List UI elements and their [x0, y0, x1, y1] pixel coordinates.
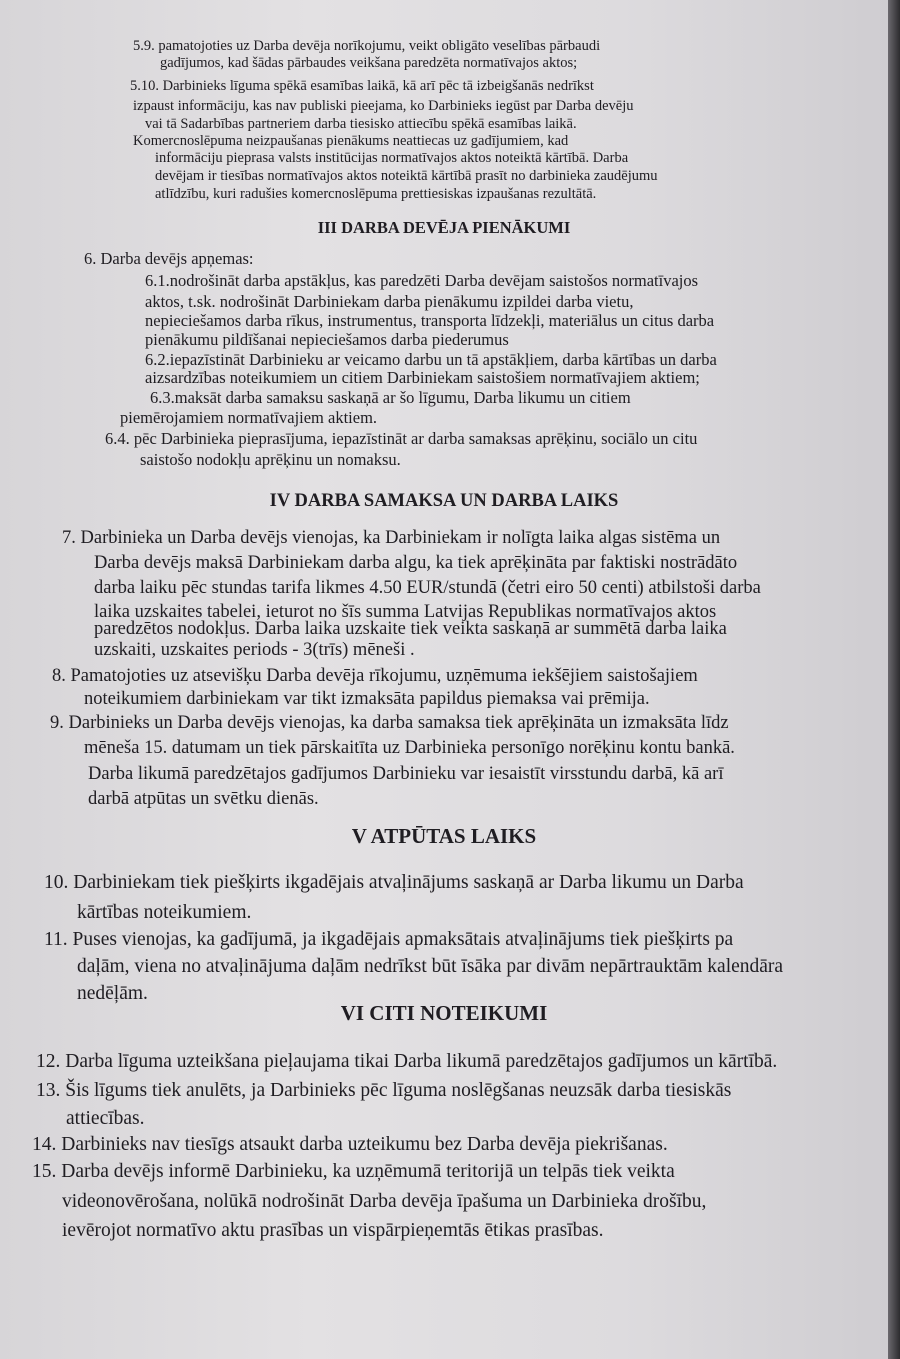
- clause-13-line-1: 13. Šis līgums tiek anulēts, ja Darbinieks pēc līguma noslēgšanas neuzsāk darba tiesiskās: [36, 1080, 732, 1101]
- clause-6-3-line-1: 6.3.maksāt darba samaksu saskaņā ar šo līgumu, Darba likumu un citiem: [150, 388, 631, 407]
- clause-9-line-1: 9. Darbinieks un Darba devējs vienojas, ka darba samaksa tiek aprēķināta un izmaksāta līdz: [50, 713, 729, 733]
- clause-6-4-line-1: 6.4. pēc Darbinieka pieprasījuma, iepazīstināt ar darba samaksas aprēķinu, sociālo un citu: [105, 429, 698, 448]
- clause-15-line-3: ievērojot normatīvo aktu prasības un vispārpieņemtās ētikas prasības.: [62, 1220, 604, 1241]
- section-3-title: III DARBA DEVĒJA PIENĀKUMI: [317, 218, 571, 237]
- clause-9-line-2: mēneša 15. datumam un tiek pārskaitīta uz Darbinieka personīgo norēķinu kontu bankā.: [84, 738, 735, 758]
- clause-7-line-6: uzskaiti, uzskaites periods - 3(trīs) mēneši .: [94, 640, 415, 660]
- clause-6-intro: 6. Darba devējs apņemas:: [84, 249, 254, 268]
- clause-5-10-line-2: izpaust informāciju, kas nav publiski pieejama, ko Darbinieks iegūst par Darba devēju: [133, 98, 634, 114]
- clause-6-1-line-4: pienākumu pildīšanai nepieciešamos darba piederumus: [145, 330, 509, 349]
- clause-6-3-line-2: piemērojamiem normatīvajiem aktiem.: [120, 408, 378, 427]
- clause-5-10-line-4: Komercnoslēpuma neizpaušanas pienākums neattiecas uz gadījumiem, kad: [133, 133, 569, 149]
- clause-10-line-1: 10. Darbiniekam tiek piešķirts ikgadējais atvaļinājums saskaņā ar Darba likumu un Darba: [44, 872, 744, 893]
- clause-6-1-line-2: aktos, t.sk. nodrošināt Darbiniekam darba pienākumu izpildei darba vietu,: [145, 292, 634, 311]
- clause-5-9-line-1: 5.9. pamatojoties uz Darba devēja norīkojumu, veikt obligāto veselības pārbaudi: [133, 38, 601, 54]
- clause-12-line-1: 12. Darba līguma uzteikšana pieļaujama tikai Darba likumā paredzētajos gadījumos un kārtībā.: [36, 1051, 778, 1072]
- clause-6-2-line-2: aizsardzības noteikumiem un citiem Darbiniekam saistošiem normatīvajiem aktiem;: [145, 368, 700, 387]
- clause-8-line-1: 8. Pamatojoties uz atsevišķu Darba devēja rīkojumu, uzņēmuma iekšējiem saistošajiem: [52, 666, 698, 686]
- clause-5-10-line-5: informāciju pieprasa valsts institūcijas normatīvajos aktos noteiktā kārtībā. Darba: [155, 150, 629, 166]
- clause-6-2-line-1: 6.2.iepazīstināt Darbinieku ar veicamo darbu un tā apstākļiem, darba kārtības un darba: [145, 350, 717, 369]
- clause-5-9-line-2: gadījumos, kad šādas pārbaudes veikšana paredzēta normatīvajos aktos;: [160, 55, 578, 71]
- clause-5-10-line-6: devējam ir tiesības normatīvajos aktos noteiktā kārtībā prasīt no darbinieka zaudējumu: [155, 168, 658, 184]
- clause-11-line-1: 11. Puses vienojas, ka gadījumā, ja ikgadējais apmaksātais atvaļinājums tiek piešķirts pa: [44, 929, 734, 950]
- clause-15-line-1: 15. Darba devējs informē Darbinieku, ka uzņēmumā teritorijā un telpās tiek veikta: [32, 1161, 675, 1182]
- clause-7-line-1: 7. Darbinieka un Darba devējs vienojas, ka Darbiniekam ir nolīgta laika algas sistēma un: [62, 528, 721, 548]
- section-4-title: IV DARBA SAMAKSA UN DARBA LAIKS: [269, 491, 619, 511]
- clause-6-1-line-3: nepieciešamos darba rīkus, instrumentus, transporta līdzekļi, materiālus un citus darba: [145, 311, 715, 330]
- clause-8-line-2: noteikumiem darbiniekam var tikt izmaksāta papildus piemaksa vai prēmija.: [84, 689, 650, 709]
- page-edge-shadow: [888, 0, 900, 1359]
- clause-7-line-2: Darba devējs maksā Darbiniekam darba algu, ka tiek aprēķināta par faktiski nostrādāto: [94, 553, 738, 573]
- clause-6-4-line-2: saistošo nodokļu aprēķinu un nomaksu.: [140, 450, 401, 469]
- clause-7-line-4: laika uzskaites tabelei, ieturot no šīs summa Latvijas Republikas normatīvajos aktos: [94, 602, 717, 622]
- clause-5-10-line-1: 5.10. Darbinieks līguma spēkā esamības laikā, kā arī pēc tā izbeigšanās nedrīkst: [130, 78, 594, 94]
- clause-15-line-2: videonovērošana, nolūkā nodrošināt Darba devēja īpašuma un Darbinieka drošību,: [62, 1191, 707, 1212]
- clause-11-line-2: daļām, viena no atvaļinājuma daļām nedrīkst būt īsāka par divām nepārtrauktām kalendāra: [77, 956, 784, 977]
- clause-10-line-2: kārtības noteikumiem.: [77, 902, 252, 923]
- clause-6-1-line-1: 6.1.nodrošināt darba apstākļus, kas paredzēti Darba devējam saistošos normatīvajos: [145, 271, 699, 290]
- clause-5-10-line-3: vai tā Sadarbības partneriem darba tiesisko attiecību spēkā esamības laikā.: [145, 116, 577, 132]
- section-6-title: VI CITI NOTEIKUMI: [340, 1001, 548, 1025]
- clause-11-line-3: nedēļām.: [77, 983, 148, 1004]
- clause-14-line-1: 14. Darbinieks nav tiesīgs atsaukt darba uzteikumu bez Darba devēja piekrišanas.: [32, 1134, 668, 1155]
- clause-9-line-4: darbā atpūtas un svētku dienās.: [88, 789, 319, 809]
- clause-7-line-3: darba laiku pēc stundas tarifa likmes 4.50 EUR/stundā (četri eiro 50 centi) atbilstoši darba: [94, 578, 761, 598]
- clause-13-line-2: attiecības.: [66, 1108, 145, 1129]
- clause-9-line-3: Darba likumā paredzētajos gadījumos Darbinieku var iesaistīt virsstundu darbā, kā arī: [88, 764, 724, 784]
- section-5-title: V ATPŪTAS LAIKS: [351, 824, 537, 848]
- clause-5-10-line-7: atlīdzību, kuri radušies komercnoslēpuma prettiesiskas izpaušanas rezultātā.: [155, 186, 597, 202]
- clause-7-line-5: paredzētos nodokļus. Darba laika uzskaite tiek veikta saskaņā ar summētā darba laika: [94, 619, 727, 639]
